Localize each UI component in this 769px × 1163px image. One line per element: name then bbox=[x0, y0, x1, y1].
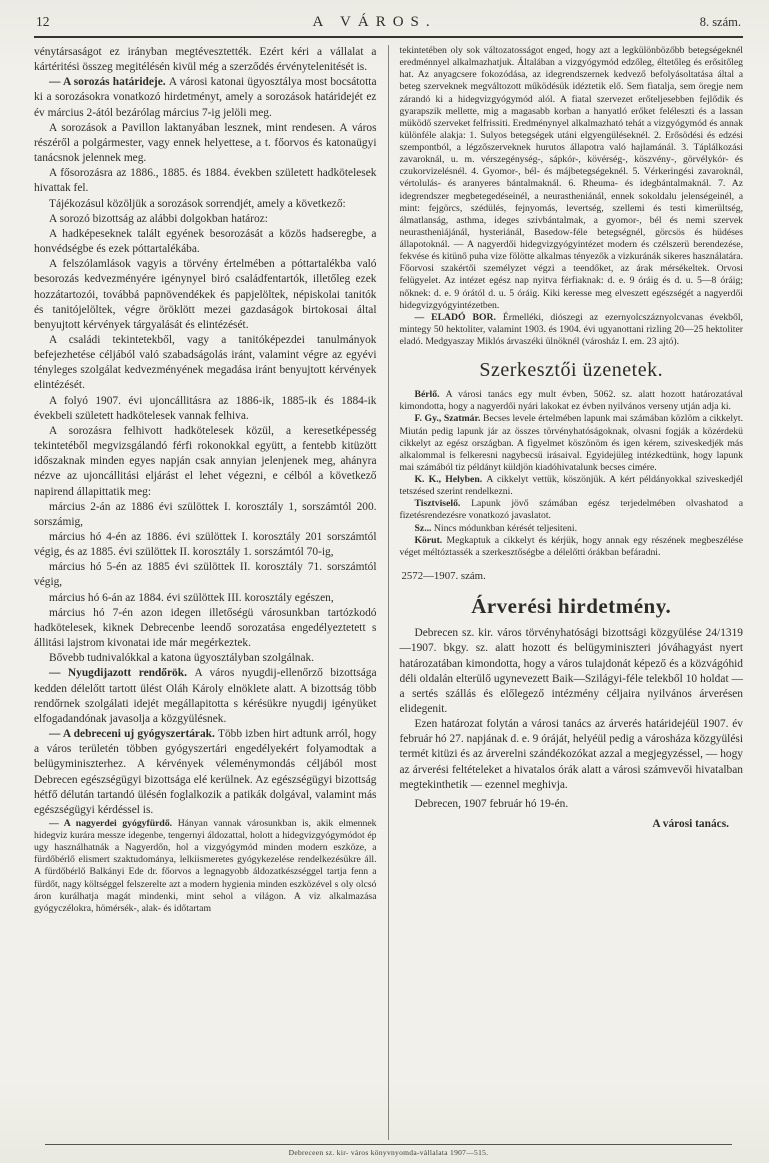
section-header: Árverési hirdetmény. bbox=[471, 594, 672, 619]
paragraph: A sorozások a Pavillon laktanyában lesznek, mint rendesen. A város részéről a polgármester, vagy ennek helyettese, a t. főorvos és katonaügyi tanácsnok jelennek meg. bbox=[34, 121, 377, 165]
section-header: Szerkesztői üzenetek. bbox=[479, 359, 664, 382]
paragraph: Debrecen, 1907 február hó 19-én. bbox=[414, 797, 569, 810]
paragraph: március hó 5-én az 1885 évi szülöttek II. korosztály 71. sorszámtól végig, bbox=[34, 561, 377, 589]
issue-number: 8. szám. bbox=[699, 15, 741, 29]
paragraph: K. K., Helyben. A cikkelyt vettük, köszönjük. A kért példányokkal sziveskedjél tetszésed szerint rendelkezni. bbox=[399, 474, 743, 498]
paragraph-lead: Körut. bbox=[414, 534, 447, 546]
paragraph: tekintetében oly sok változatosságot enged, hogy azt a legkülönbözőbb betegségeknél eredménnyel alkalmazhatjuk. Általában a vizgyógymód edzőleg, éltetőleg és erősitőleg hat. Az anyagcsere fokozódása, az idegrendszernek kedvező befolyásoltatása által a beteg szerveknek megváltozott működésük idéztetik elő. Sem fiatalja, sem öregje nem zárandó ki a hidegvizgyógymód alól. A fiatal szervezet erőteljesebben fejlődik és gyarapszik mellette, mig a magasabb korban a hanyatló erőket feléleszti és a lassan müködő szerveket felfrissiti. Eredménynyel alkalmazható tehát a vizgyógymód és annak különféle alakja: 1. Sulyos betegségek utáni elgyengüléseknél. 2. Erősödési és edzési szempontból, a légzőszerveknek hurutos állapotra való hajlamánál. 3. Táplálkozási zavaroknál, u. m. vérszegénység-, sápkór-, kövérség-, köszvény-, görvélykór- és czukorvizelésnél. 4. Gyomor-, bél- és májbetegségeknél. 5. Vérkeringési zavaroknál, vértolulás- és aranyeres bántalmaknál. 6. Rheuma- és idegbántalmaknál. 7. Az idegrendszer megbetegedéseinél, a neurastheniánál, ennek sokoldalu jelenségeinél, a mint: fejgörcs, szédülés, fejnyomás, levertség, szellemi és testi kimerültség, álmatlanság, asthma, ideges szivbántalmak, a gyomor-, bél és nemi szervek neurastheniájánál, hysteriánál, Basedow-féle betegségnél, görcsös és hüdéses állapotoknál. — A nagyerdői hidegvizgyógyintézet modern és czélszerü berendezése, fekvése és kitünő puha vize fölötte alkalmas tényezők a vizkuránák sikeres használatára. Főorvosi szakértői személyzet végzi a teendőket, az árak mérsékeltek. Orvosi felügyelet. Az intézet egész nap nyitva férfiaknak: d. e. 9 óráig és d. u. 5—8 óráig; nőknek: d. e. 9 órától d. u. 5 óráig. Kiki keresse meg elveszett egészségét a nagyerdői hidegvizgyógyintézetben. bbox=[399, 45, 743, 311]
paragraph: március hó 6-án az 1884. évi szülöttek III. korosztály egészen, bbox=[49, 591, 334, 604]
paragraph: Tájékozásul közöljük a sorozások sorrendjét, amely a következő: bbox=[49, 197, 346, 210]
paragraph: március 2-án az 1886 évi szülöttek I. korosztály 1, sorszámtól 200. sorszámig, bbox=[34, 500, 377, 528]
paragraph: vénytársaságot ez irányban megtévesztették. Ezért kéri a vállalat a kártéritési összeg megitélésén kivül még a szerződés érvénytelenitését is. bbox=[34, 46, 377, 74]
page-number: 12 bbox=[36, 14, 50, 29]
paragraph: Ezen határozat folytán a városi tanács az árverés határidejéül 1907. év február hó 27. napjának d. e. 9 óráját, helyéül pedig a városháza közgyülési termét kitüzi és az árverelni szándékozókat azzal a megjegyzéssel, — hogy az árverési feltételeket a hivatalos órák alatt a városi számvevői hivatalban megtekinthetik — ezennel meghivja. bbox=[399, 718, 743, 791]
paragraph: A hadképeseknek talált egyének besorozását a közös hadseregbe, a honvédségbe és ezek póttartalékába. bbox=[34, 227, 377, 256]
paragraph: Tisztviselő. Lapunk jövő számában egész terjedelmében olvashatod a fizetésrendezésre vonatkozó javaslatot. bbox=[399, 498, 743, 522]
paragraph: — A debreceni uj gyógyszertárak. Több izben hirt adtunk arról, hogy a város területén többen gyógyszertári engedélyekért folyamodtak a belügyminiszterhez. A kérvények véleménymondás céljából most Debrecen egészségügyi bizottsága elé kerülnek. Az egészségügyi bizottság hétfő délután tartandó ülésén foglalkozik a patikák dolgával, valamint más egészségügyi kérdéssel is. bbox=[34, 728, 377, 816]
paragraph-lead: — A nagyerdei gyógyfürdő. bbox=[49, 817, 178, 829]
paragraph: A folyó 1907. évi ujoncállitásra az 1886-ik, 1885-ik és 1884-ik évekbeli született hadkötelesek vannak felhiva. bbox=[34, 394, 377, 422]
paragraph: A sorozásra felhivott hadkötelesek közül, a keresetképesség tekintetéből megvizsgálandó férfi rokonokkal együtt, a fentebb kitüzött időszaknak minden egyes napján csak annyian jelenjenek meg, ahányra nézve az ujoncállitási eljárást el lehet végezni, e célból a következő napirend állapittatik meg: bbox=[34, 424, 377, 498]
paragraph-lead: — A debreceni uj gyógyszertárak. bbox=[49, 728, 219, 741]
right-column bbox=[389, 45, 744, 1140]
paragraph: A családi tekintetekből, vagy a tanitóképezdei tanulmányok befejezhetése céljából való szabadságolás iránt, valamint végre az egyévi tényleges szolgálat kedvezményének megadása iránt benyujtott kérvények elintézését. bbox=[34, 333, 377, 392]
paragraph: Bővebb tudnivalókkal a katona ügyosztályban szolgálnak. bbox=[49, 652, 315, 665]
paragraph: március hó 4-én az 1886. évi szülöttek I. korosztály 201 sorszámtól végig, és az 1885. évi szülöttek II. korosztály 1. sorszámtól 70-ig, bbox=[34, 531, 377, 559]
paragraph: — Nyugdijazott rendőrök. A város nyugdij-ellenőrző bizottsága kedden délelőtt tartott ülést Oláh Károly elnöklete alatt. A bizottság több rendőrnek szolgálati idejét megállapitotta s kérésükre nyugdij igényüket elfogadandónak javasolja a közgyülésnek. bbox=[34, 667, 377, 725]
footer-rule bbox=[45, 1144, 733, 1145]
paragraph: március hó 7-én azon idegen illetőségü városunkban tartózkodó hadkötelesek, kiknek Debrecenbe leendő sorozatása engedélyeztetett s állitási lajstrom kivonatai ide már megérkeztek. bbox=[34, 606, 377, 650]
paragraph: Debrecen sz. kir. város törvényhatósági bizottsági közgyülése 24/1319 —1907. bkgy. sz. alatt hozott és belügyminiszteri jóváhagyást nyert határozatában kimondotta, hogy a város tulajdonát képező és a közvágóhid déli oldalán elterülő ugynevezett Baik—Szilágyi-féle telekből 10 holdat — a sertés szállás és előlegező intézmény céljaira nyilvános árverésen elidegenit. bbox=[399, 627, 743, 716]
paragraph: A felszólamlások vagyis a törvény értelmében a póttartalékba való besorozás kedvezményére igénynyel biró családfentartók, illetőleg ezek hozzátartozói, továbbá papnövendékek és papjelöltek, népiskolai tanitók és tanitójelöltek, végre öröklött mezei gazdaságok birtokosai által benyujtott kérvények tárgyalását és elintézését. bbox=[34, 258, 377, 331]
paragraph-lead: — A sorozás határideje. bbox=[49, 76, 169, 89]
paragraph-lead: K. K., Helyben. bbox=[414, 474, 487, 485]
paragraph-lead: Bérlő. bbox=[414, 389, 446, 401]
paragraph-lead: Tisztviselő. bbox=[414, 498, 472, 510]
page-footer bbox=[34, 1140, 743, 1157]
paragraph-lead: — Nyugdijazott rendőrök. bbox=[49, 667, 195, 680]
paragraph-lead: F. Gy., Szatmár. bbox=[414, 413, 483, 425]
text-columns bbox=[34, 45, 743, 1140]
paragraph: Körut. Megkaptuk a cikkelyt és kérjük, hogy annak egy részének megbeszélése véget méltóztassék a szerkesztőségbe a délelőtti órákban befáradni. bbox=[399, 534, 743, 558]
paragraph-lead: — ELADÓ BOR. bbox=[414, 311, 503, 323]
left-column bbox=[34, 45, 389, 1140]
paragraph: — A nagyerdei gyógyfürdő. Hányan vannak városunkban is, akik elmennek hidegviz kurára messze idegenbe, tengernyi áldozattal, holott a hidegvizgyógymódot ép ugy használhatnák a Nagyerdőn, hol a vizgyógymód minden modern eszköze, a fürdőbérlő elismert szaktudománya, lelkiismeretes gyógykezelése rendelkezésükre áll. A fürdőbérlő Balkányi Ede dr. főorvos a legnagyobb áldozatkészséggel tartja fenn a fürdőt, nagy költséggel felszerelte azt a modern hygienia minden eszközével s oly olcsó áron kurálhatja magát mindenki, mint sehol a világon. A viz alkalmazása gyógyczélokra, hömérsék-, alak- és időtartam bbox=[34, 817, 377, 914]
paragraph: — A sorozás határideje. A városi katonai ügyosztálya most bocsátotta ki a sorozásokra vonatkozó hirdetményt, amely a sorozások határidejét ez év március 2-ától bezárólag március 7-ig jelöli meg. bbox=[34, 76, 377, 119]
paragraph: Bérlő. A városi tanács egy mult évben, 5062. sz. alatt hozott határozatával kimondotta, hogy a nagyerdői nyári lakokat ez évben nyilvános verseny utján adja ki. bbox=[399, 389, 743, 413]
header-rule bbox=[34, 36, 743, 38]
imprint-line: Debreceen sz. kir- város könyvnyomda-vállalata 1907—515. bbox=[288, 1148, 489, 1157]
page-header bbox=[34, 8, 743, 36]
paragraph: Sz... Nincs módunkban kérését teljesiteni. bbox=[414, 522, 577, 534]
paragraph: A sorozó bizottság az alábbi dolgokban határoz: bbox=[49, 212, 268, 225]
paragraph: A városi tanács. bbox=[652, 818, 729, 831]
paragraph: F. Gy., Szatmár. Becses levele értelmében lapunk mai számában közlöm a cikkelyt. Miután pedig lapunk jár az összes törvényhatóságoknak, olvasni fogják a közérdekü cikkelyt az egész országban. A figyelmet köszönöm és igen kérem, sziveskedjék más alkalommal is felkeresni nagybecsü irásaival. Egyidejüleg intézkedtünk, hogy lapunk mai számából tiz példányt küldjön kiadóhivatalunk becses cimére. bbox=[399, 413, 743, 473]
paragraph: — ELADÓ BOR. Érmelléki, diószegi az ezernyolcszáznyolcvanas évekből, mintegy 50 hektoliter, valamint 1903. és 1904. évi ugyanottani rizling 20—25 hektoliter eladó. Medgyaszay Miklós árvaszéki ülnöknél (városház I. em. 23 ajtó). bbox=[399, 311, 743, 347]
paragraph-lead: Sz... bbox=[414, 522, 434, 534]
paragraph: A fősorozásra az 1886., 1885. és 1884. években született hadkötelesek hivattak fel. bbox=[34, 167, 377, 195]
paragraph: 2572—1907. szám. bbox=[401, 569, 486, 582]
masthead-title: A VÁROS. bbox=[312, 14, 437, 30]
